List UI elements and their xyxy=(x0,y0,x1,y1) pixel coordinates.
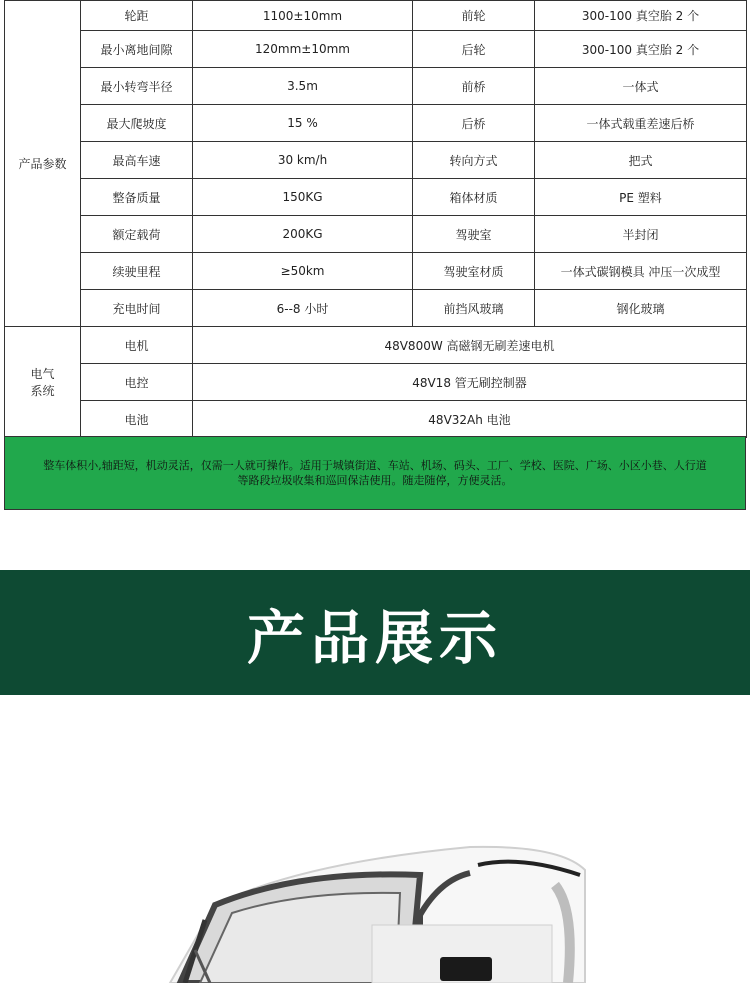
spec-value: 15 % xyxy=(193,105,413,142)
vehicle-cab-illustration xyxy=(0,695,750,983)
spec-key: 整备质量 xyxy=(81,179,193,216)
spec-value: 150KG xyxy=(193,179,413,216)
spec-value: 钢化玻璃 xyxy=(535,290,747,327)
spec-value: 把式 xyxy=(535,142,747,179)
spec-key: 后轮 xyxy=(413,31,535,68)
spec-table xyxy=(4,0,747,438)
spec-key: 前桥 xyxy=(413,68,535,105)
spec-value: 48V32Ah 电池 xyxy=(193,401,747,438)
table-row xyxy=(5,179,747,216)
spec-value: 200KG xyxy=(193,216,413,253)
spec-key: 前轮 xyxy=(413,1,535,31)
table-row xyxy=(5,290,747,327)
spec-key: 充电时间 xyxy=(81,290,193,327)
spec-value: 300-100 真空胎 2 个 xyxy=(535,1,747,31)
spec-key: 电机 xyxy=(81,327,193,364)
table-row xyxy=(5,142,747,179)
section-title: 产品展示 xyxy=(246,603,503,672)
section-banner xyxy=(0,570,750,695)
usage-note-line: 等路段垃圾收集和巡回保洁使用。随走随停，方便灵活。 xyxy=(237,474,513,487)
spec-value: 3.5m xyxy=(193,68,413,105)
spec-key: 箱体材质 xyxy=(413,179,535,216)
spec-value: 一体式载重差速后桥 xyxy=(535,105,747,142)
table-row xyxy=(5,364,747,401)
spec-key: 前挡风玻璃 xyxy=(413,290,535,327)
spec-value: 1100±10mm xyxy=(193,1,413,31)
spec-value: 6--8 小时 xyxy=(193,290,413,327)
table-row xyxy=(5,68,747,105)
group-label-line: 电气 xyxy=(30,367,55,381)
table-row xyxy=(5,1,747,31)
spec-key: 转向方式 xyxy=(413,142,535,179)
spec-key: 后桥 xyxy=(413,105,535,142)
group-label-params: 产品参数 xyxy=(5,1,81,327)
spec-value: 30 km/h xyxy=(193,142,413,179)
table-row xyxy=(5,327,747,364)
table-row xyxy=(5,253,747,290)
spec-key: 额定载荷 xyxy=(81,216,193,253)
group-label-electrical xyxy=(5,327,81,438)
spec-key: 最小离地间隙 xyxy=(81,31,193,68)
spec-value: 半封闭 xyxy=(535,216,747,253)
spec-key: 最小转弯半径 xyxy=(81,68,193,105)
spec-key: 最高车速 xyxy=(81,142,193,179)
spec-key: 电池 xyxy=(81,401,193,438)
spec-value: 48V18 管无刷控制器 xyxy=(193,364,747,401)
spec-key: 驾驶室材质 xyxy=(413,253,535,290)
spec-value: ≥50km xyxy=(193,253,413,290)
group-label-line: 系统 xyxy=(30,384,55,398)
usage-note-line: 整车体积小,轴距短，机动灵活，仅需一人就可操作。适用于城镇街道、车站、机场、码头、工厂、学校、医院、广场、小区小巷、人行道 xyxy=(43,459,707,472)
spec-key: 轮距 xyxy=(81,1,193,31)
table-row xyxy=(5,31,747,68)
spec-value: 一体式碳钢模具 冲压一次成型 xyxy=(535,253,747,290)
spec-key: 驾驶室 xyxy=(413,216,535,253)
spec-value: PE 塑料 xyxy=(535,179,747,216)
spec-value: 一体式 xyxy=(535,68,747,105)
product-photo xyxy=(0,695,750,983)
spec-key: 电控 xyxy=(81,364,193,401)
spec-key: 续驶里程 xyxy=(81,253,193,290)
table-row xyxy=(5,401,747,438)
spec-value: 300-100 真空胎 2 个 xyxy=(535,31,747,68)
spec-key: 最大爬坡度 xyxy=(81,105,193,142)
spec-value: 48V800W 高磁钢无刷差速电机 xyxy=(193,327,747,364)
spec-value: 120mm±10mm xyxy=(193,31,413,68)
table-row xyxy=(5,105,747,142)
table-row xyxy=(5,216,747,253)
usage-note xyxy=(4,436,746,510)
